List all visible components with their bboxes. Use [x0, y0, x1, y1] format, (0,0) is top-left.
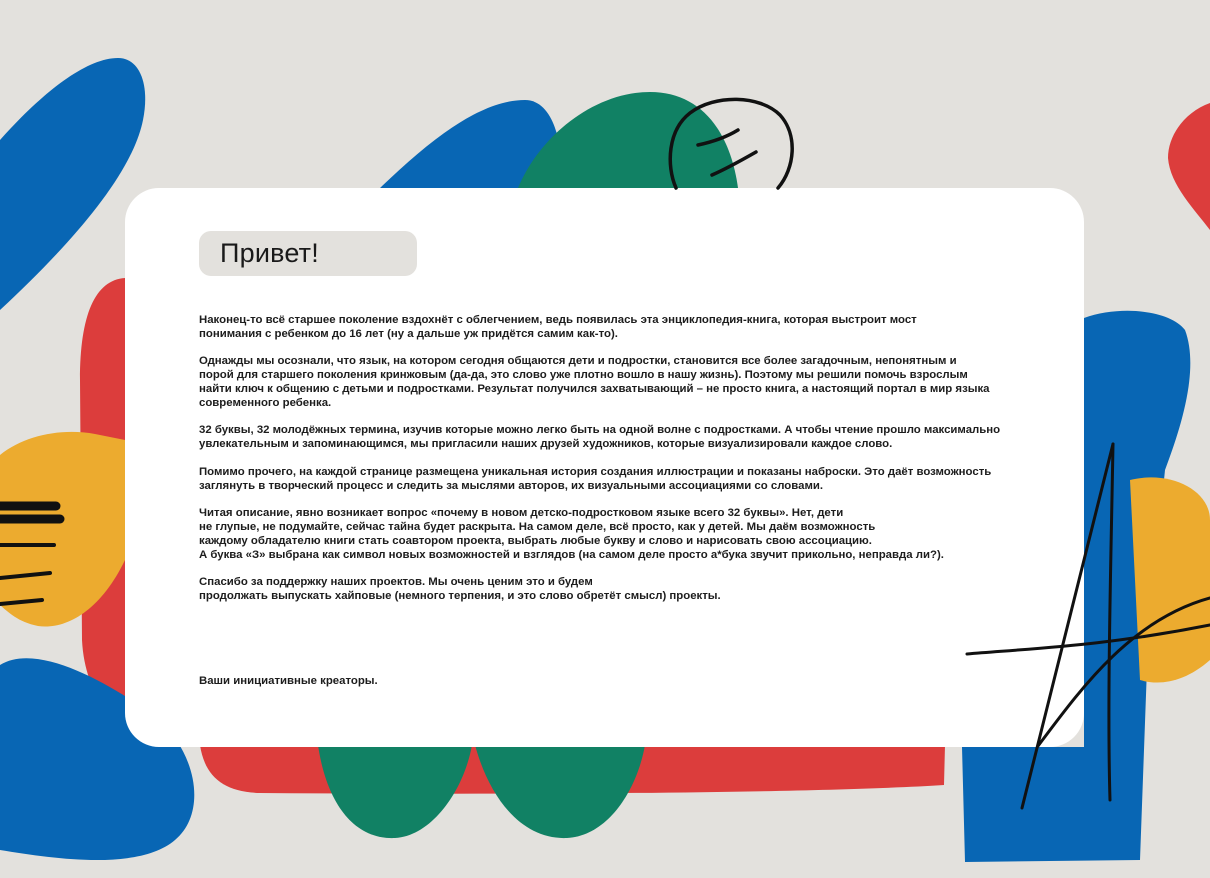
page-title: Привет! — [199, 231, 417, 276]
blue-blob-top-left — [0, 58, 145, 310]
text-line: А буква «З» выбрана как символ новых возможностей и взглядов (на самом деле просто а*бука звучит прикольно, неправда ли?). — [199, 548, 944, 561]
green-blob-top-center — [518, 92, 738, 188]
text-line: Спасибо за поддержку наших проектов. Мы очень ценим это и будем — [199, 576, 593, 589]
text-line: заглянуть в творческий процесс и следить за мыслями авторов, их визуальными ассоциациями со словами. — [199, 479, 824, 492]
body-paragraph — [199, 314, 1019, 342]
text-line: современного ребенка. — [199, 396, 332, 409]
red-blob-top-right — [1168, 103, 1210, 230]
text-line: порой для старшего поколения кринжовым (да-да, это слово уже плотно вошло в нашу жизнь). Поэтому мы решили помочь взрослым — [199, 369, 968, 382]
body-paragraph — [199, 576, 1019, 604]
text-line: продолжать выпускать хайповые (немного терпения, и это слово обретёт смысл) проекты. — [199, 589, 721, 602]
body-paragraph — [199, 507, 1019, 562]
text-line: 32 буквы, 32 молодёжных термина, изучив которые можно легко быть на одной волне с подростками. А чтобы чтение прошло максимально — [199, 424, 1001, 437]
body-paragraph — [199, 466, 1019, 494]
yellow-blob-right — [1130, 477, 1210, 682]
text-line: Наконец-то всё старшее поколение вздохнёт с облегчением, ведь появилась эта энциклопедия-книга, которая выстроит мост — [199, 314, 917, 326]
text-line: не глупые, не подумайте, сейчас тайна будет раскрыта. На самом деле, всё просто, как у детей. Мы даём возможность — [199, 520, 876, 533]
text-line: Однажды мы осознали, что язык, на котором сегодня общаются дети и подростки, становится все более загадочным, непонятным и — [199, 355, 957, 368]
text-line: понимания с ребенком до 16 лет (ну а дальше уж придётся самим как-то). — [199, 327, 618, 340]
content-card — [125, 188, 1084, 747]
body-paragraph — [199, 424, 1019, 452]
body-text — [199, 314, 1019, 618]
text-line: Помимо прочего, на каждой странице размещена уникальная история создания иллюстрации и показаны наброски. Это даёт возможность — [199, 465, 992, 478]
green-blob-bottom-right — [475, 745, 645, 838]
body-paragraph — [199, 355, 1019, 410]
green-blob-bottom-left — [318, 745, 472, 838]
text-line: каждому обладателю книги стать соавтором проекта, выбрать любые букву и слово и нарисовать свою ассоциацию. — [199, 534, 872, 547]
text-line: найти ключ к общению с детьми и подростками. Результат получился захватывающий – не просто книга, а настоящий портал в мир языка — [199, 382, 990, 395]
text-line: Читая описание, явно возникает вопрос «почему в новом детско-подростковом языке всего 32 буквы». Нет, дети — [199, 507, 844, 520]
text-line: увлекательным и запоминающимся, мы пригласили наших друзей художников, которые визуализировали каждое слово. — [199, 438, 893, 451]
signoff-text: Ваши инициативные креаторы. — [199, 675, 378, 687]
